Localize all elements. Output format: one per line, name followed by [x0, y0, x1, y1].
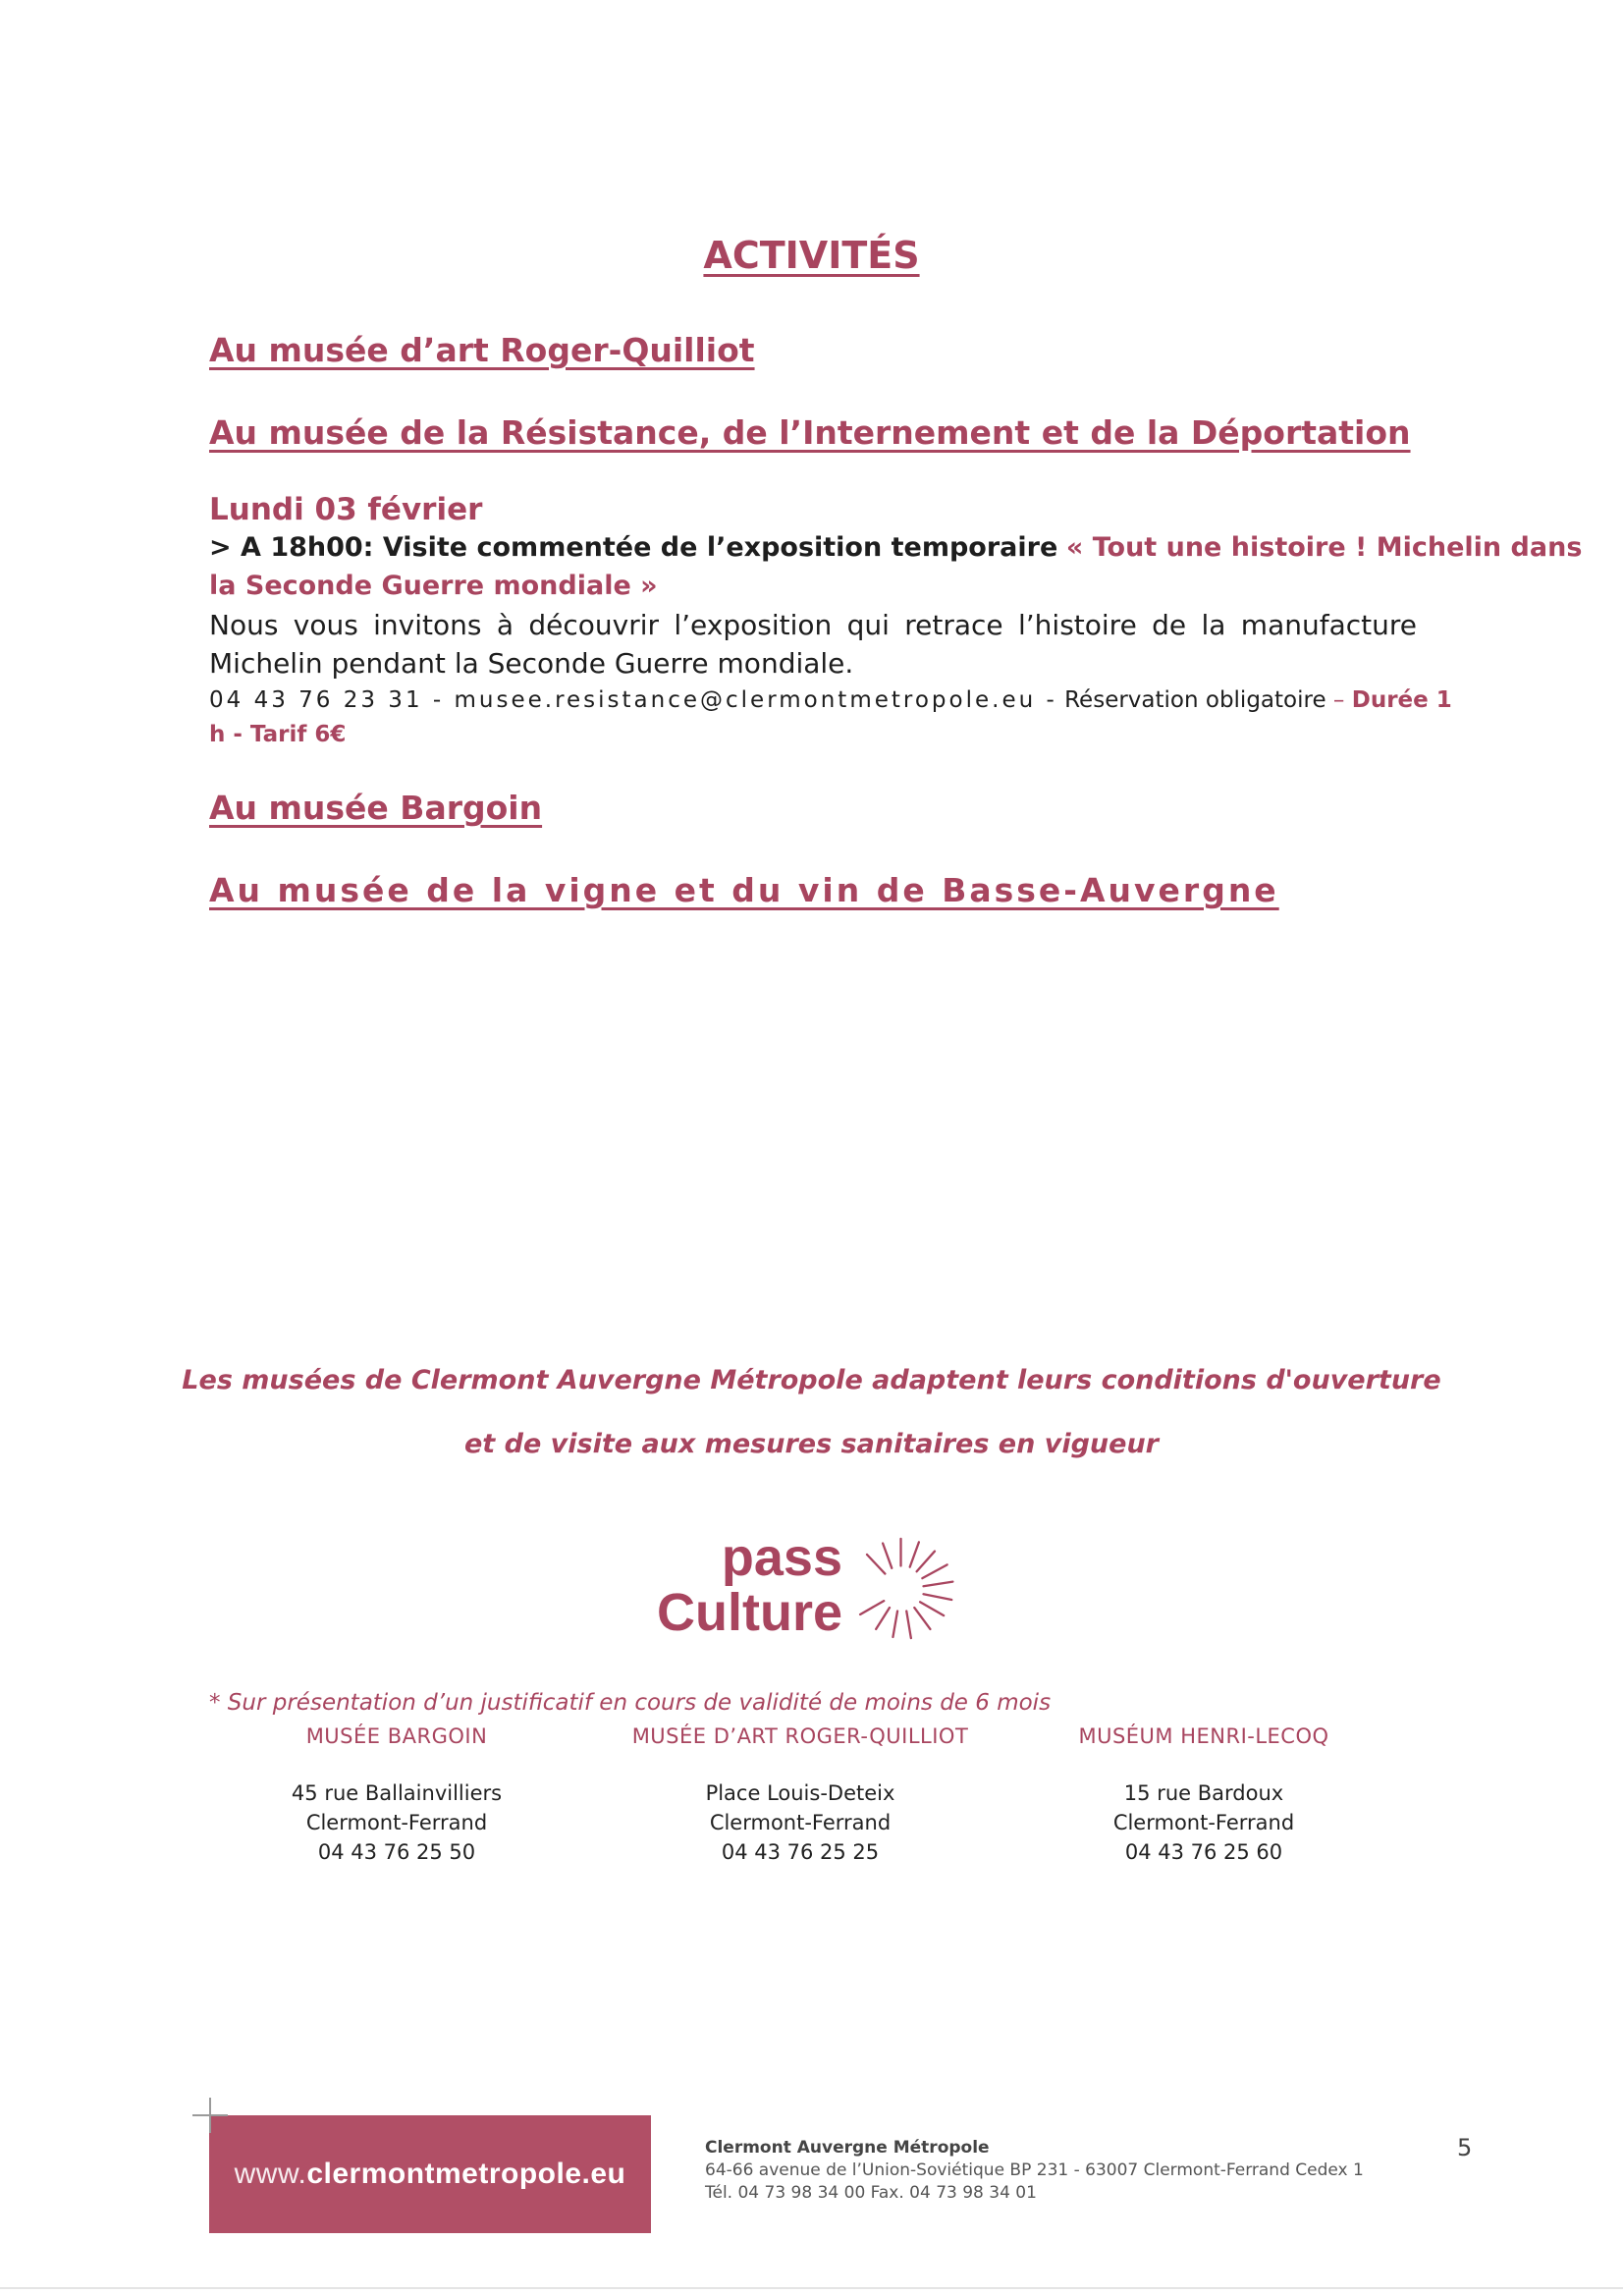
museum-address: Place Louis-Deteix — [705, 1781, 895, 1805]
event-date: Lundi 03 février — [209, 492, 483, 527]
event-price: h - Tarif 6€ — [209, 722, 347, 747]
event-duration: Durée 1 — [1351, 687, 1452, 713]
section-heading-roger-quilliot: Au musée d’art Roger-Quilliot — [209, 331, 755, 369]
bottom-divider — [0, 2287, 1623, 2289]
museum-address: 45 rue Ballainvilliers — [291, 1781, 503, 1805]
footer-url-domain: clermontmetropole.eu — [306, 2158, 626, 2190]
footnote: * Sur présentation d’un justificatif en cours de validité de moins de 6 mois — [209, 1690, 1052, 1716]
pass-culture-logo — [636, 1530, 842, 1640]
museum-info-henri-lecoq — [998, 1778, 1410, 1867]
sunburst-icon — [844, 1532, 957, 1645]
museum-name-roger-quilliot: MUSÉE D’ART ROGER-QUILLIOT — [631, 1724, 969, 1748]
museum-address: 15 rue Bardoux — [1123, 1781, 1284, 1805]
org-phone: Tél. 04 73 98 34 00 Fax. 04 73 98 34 01 — [705, 2183, 1037, 2203]
org-address: 64-66 avenue de l’Union-Soviétique BP 231 - 63007 Clermont-Ferrand Cedex 1 — [705, 2160, 1364, 2180]
section-heading-vigne: Au musée de la vigne et du vin de Basse-Auvergne — [209, 871, 1279, 909]
pass-culture-line-1: pass — [721, 1528, 842, 1587]
page-title: ACTIVITÉS — [703, 234, 920, 277]
museum-name-bargoin: MUSÉE BARGOIN — [305, 1724, 488, 1748]
notice-line-2: et de visite aux mesures sanitaires en vigueur — [464, 1429, 1159, 1459]
museum-city: Clermont-Ferrand — [1112, 1811, 1295, 1834]
event-reservation: Réservation obligatoire — [1064, 687, 1326, 713]
footer-url-link[interactable] — [235, 2158, 626, 2191]
event-contact: 04 43 76 23 31 - musee.resistance@clermontmetropole.eu - — [209, 687, 1057, 713]
museum-city: Clermont-Ferrand — [709, 1811, 892, 1834]
section-heading-resistance: Au musée de la Résistance, de l’Internement et de la Déportation — [209, 413, 1411, 452]
museum-phone: 04 43 76 25 50 — [317, 1840, 476, 1864]
event-exhibition-title-1: « Tout une histoire ! Michelin dans — [1065, 532, 1583, 563]
event-description: Nous vous invitons à découvrir l’exposition qui retrace l’histoire de la manufacture Michelin pendant la Seconde Guerre mondiale. — [209, 609, 1417, 680]
footer-organization — [705, 2137, 1364, 2205]
museum-phone: 04 43 76 25 60 — [1124, 1840, 1283, 1864]
registration-mark-icon — [192, 2098, 228, 2133]
section-heading-bargoin: Au musée Bargoin — [209, 789, 543, 827]
museum-info-bargoin — [190, 1778, 603, 1867]
footer-url-banner[interactable] — [209, 2115, 651, 2233]
event-contact-line — [209, 683, 1452, 718]
museum-city: Clermont-Ferrand — [305, 1811, 488, 1834]
org-name: Clermont Auvergne Métropole — [705, 2138, 990, 2158]
notice-line-1: Les musées de Clermont Auvergne Métropole adaptent leurs conditions d'ouverture — [182, 1365, 1441, 1395]
museum-info-roger-quilliot — [594, 1778, 1006, 1867]
event-title-line-1 — [209, 529, 1583, 567]
event-exhibition-title-2: la Seconde Guerre mondiale » — [209, 571, 658, 601]
event-intro: > A 18h00: Visite commentée de l’exposition temporaire — [209, 532, 1058, 563]
museum-name-henri-lecoq: MUSÉUM HENRI-LECOQ — [1078, 1724, 1329, 1748]
footer-url-prefix: www. — [234, 2158, 307, 2190]
event-dash: – — [1332, 687, 1345, 713]
museum-phone: 04 43 76 25 25 — [721, 1840, 880, 1864]
pass-culture-line-2: Culture — [657, 1583, 842, 1642]
page-number: 5 — [1457, 2134, 1473, 2161]
